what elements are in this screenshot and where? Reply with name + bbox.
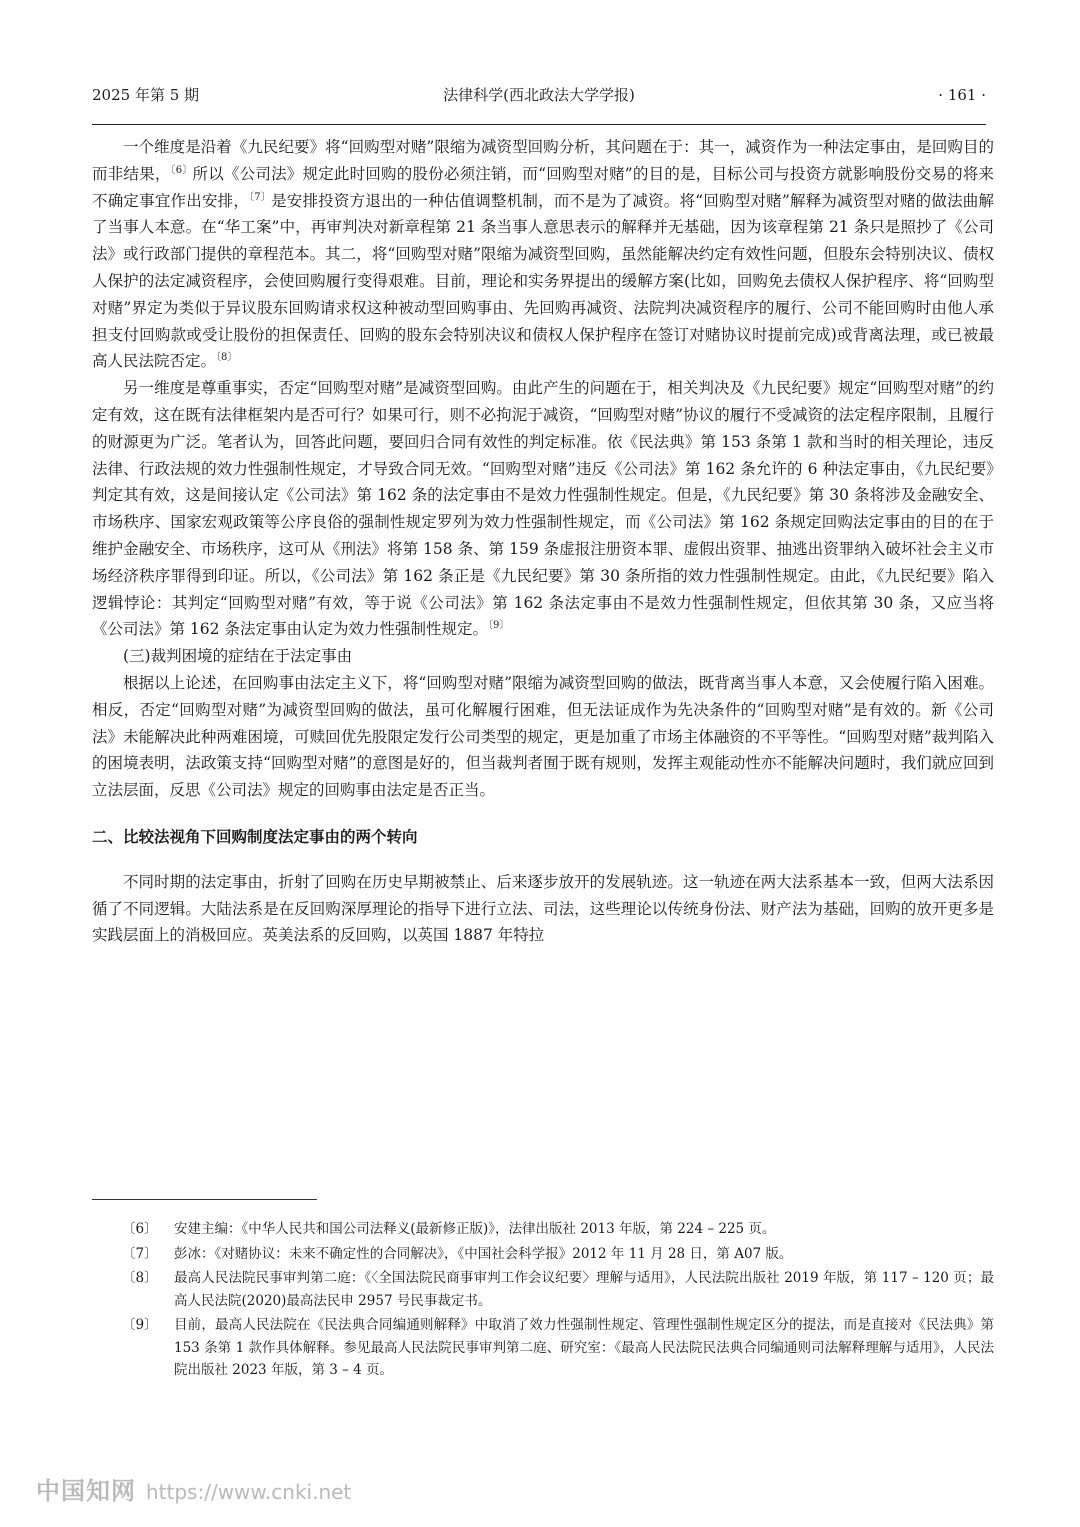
- footnote-item: [92, 1243, 994, 1266]
- journal-title: 法律科学(西北政法大学学报): [443, 86, 635, 104]
- paragraph: [92, 134, 994, 375]
- footnote-number: 〔7〕: [122, 1245, 158, 1262]
- article-body: [92, 134, 994, 949]
- paragraph-text: 所以《公司法》规定此时回购的股份必须注销，而“回购型对赌”的目的是，目标公司与投资方就影响股份交易的将来不确定事宜作出安排，: [92, 164, 994, 210]
- paragraph: 根据以上论述，在回购事由法定主义下，将“回购型对赌”限缩为减资型回购的做法，既背离当事人本意，又会使履行陷入困难。相反，否定“回购型对赌”为减资型回购的做法，虽可化解履行困难，但无法证成作为先决条件的“回购型对赌”是有效的。新《公司法》未能解决此种两难困境，可赎回优先股限定发行公司类型的规定，更是加重了市场主体融资的不平等性。“回购型对赌”裁判陷入的困境表明，法政策支持“回购型对赌”的意图是好的，但当裁判者囿于既有规则，发挥主观能动性亦不能解决问题时，我们就应回到立法层面，反思《公司法》规定的回购事由法定是否正当。: [92, 673, 994, 800]
- subsection-heading: (三)裁判困境的症结在于法定事由: [123, 647, 353, 666]
- footnote-item: [92, 1218, 994, 1241]
- footnote-divider: [92, 1199, 317, 1200]
- cnki-logo: 中国知网: [36, 1477, 136, 1505]
- cnki-watermark: [36, 1471, 351, 1506]
- footnote-ref[interactable]: 〔7〕: [249, 191, 272, 203]
- cnki-url[interactable]: https://www.cnki.net: [146, 1480, 352, 1504]
- paragraph: [92, 375, 994, 643]
- section-heading: 二、比较法视角下回购制度法定事由的两个转向: [92, 827, 418, 846]
- footnote-number: 〔8〕: [122, 1270, 158, 1286]
- footnote-text: 彭冰：《对赌协议：未来不确定性的合同解决》，《中国社会科学报》2012 年 11 月 28 日，第 A07 版。: [174, 1245, 793, 1262]
- paragraph-text: 是安排投资方退出的一种估值调整机制，而不是为了减资。将“回购型对赌”解释为减资型对赌的做法曲解了当事人本意。在“华工案”中，再审判决对新章程第 21 条当事人意思表示的解释并无基础，因为该章程第 21 条只是照抄了《公司法》或行政部门提供的章程范本。其二，将“回购型对赌”限缩为减资型回购，虽然能解决约定有效性问题，但股东会特别决议、债权人保护的法定减资程序，会使回购履行变得艰难。目前，理论和实务界提出的缓解方案(比如，回购免去债权人保护程序、将“回购型对赌”界定为类似于异议股东回购请求权这种被动型回购事由、先回购再减资、法院判决减资程序的履行、公司不能回购时由他人承担支付回购款或受让股份的担保责任、回购的股东会特别决议和债权人保护程序在签订对赌协议时提前完成)或背离法理，或已被最高人民法院否定。: [92, 191, 994, 371]
- footnotes: [92, 1218, 994, 1384]
- footnote-number: 〔6〕: [122, 1221, 158, 1237]
- footnote-text: 目前，最高人民法院在《民法典合同编通则解释》中取消了效力性强制性规定、管理性强制性规定区分的提法，而是直接对《民法典》第 153 条第 1 款作具体解释。参见最高人民法院民事审判第二庭、研究室：《最高人民法院民法典合同编通则司法解释理解与适用》，人民法院出版社 2023 年版，第 3 – 4 页。: [174, 1317, 994, 1378]
- page-header: [92, 84, 986, 125]
- paragraph-text: 另一维度是尊重事实，否定“回购型对赌”是减资型回购。由此产生的问题在于，相关判决及《九民纪要》规定“回购型对赌”的约定有效，这在既有法律框架内是否可行？如果可行，则不必拘泥于减资，“回购型对赌”协议的履行不受减资的法定程序限制，且履行的财源更为广泛。笔者认为，回答此问题，要回归合同有效性的判定标准。依《民法典》第 153 条第 1 款和当时的相关理论，违反法律、行政法规的效力性强制性规定，才导致合同无效。“回购型对赌”违反《公司法》第 162 条允许的 6 种法定事由，《九民纪要》判定其有效，这是间接认定《公司法》第 162 条的法定事由不是效力性强制性规定。但是，《九民纪要》第 30 条将涉及金融安全、市场秩序、国家宏观政策等公序良俗的强制性规定罗列为效力性强制性规定，而《公司法》第 162 条规定回购法定事由的目的在于维护金融安全、市场秩序，这可从《刑法》将第 158 条、第 159 条虚报注册资本罪、虚假出资罪、抽逃出资罪纳入破坏社会主义市场经济秩序罪得到印证。所以，《公司法》第 162 条正是《九民纪要》第 30 条所指的效力性强制性规定。由此，《九民纪要》陷入逻辑悖论：其判定“回购型对赌”有效，等于说《公司法》第 162 条法定事由不是效力性强制性规定，但依其第 30 条，又应当将《公司法》第 162 条法定事由认定为效力性强制性规定。: [92, 379, 994, 639]
- paragraph-text: 一个维度是沿着《九民纪要》将“回购型对赌”限缩为减资型回购分析，其问题在于：其一，减资作为一种法定事由，是回购目的而非结果，: [92, 138, 994, 183]
- issue-label: 2025 年第 5 期: [92, 86, 200, 104]
- paragraph: 不同时期的法定事由，折射了回购在历史早期被禁止、后来逐步放开的发展轨迹。这一轨迹在两大法系基本一致，但两大法系因循了不同逻辑。大陆法系是在反回购深厚理论的指导下进行立法、司法，这些理论以传统身份法、财产法为基础，回购的放开更多是实践层面上的消极回应。英美法系的反回购，以英国 1887 年特拉: [92, 872, 994, 945]
- footnote-ref[interactable]: 〔6〕: [170, 164, 193, 176]
- page-number: · 161 ·: [938, 86, 986, 104]
- footnote-text: 最高人民法院民事审判第二庭：《〈全国法院民商事审判工作会议纪要〉理解与适用》，人民法院出版社 2019 年版，第 117 – 120 页；最高人民法院(2020)最高法民申 2957 号民事裁定书。: [174, 1270, 994, 1309]
- footnote-ref[interactable]: 〔8〕: [216, 352, 238, 364]
- footnote-ref[interactable]: 〔9〕: [487, 620, 510, 632]
- footnote-item: [92, 1314, 994, 1382]
- footnote-text: 安建主编：《中华人民共和国公司法释义(最新修正版)》，法律出版社 2013 年版，第 224 – 225 页。: [174, 1221, 776, 1237]
- footnote-item: [92, 1267, 994, 1312]
- footnote-number: 〔9〕: [122, 1317, 158, 1333]
